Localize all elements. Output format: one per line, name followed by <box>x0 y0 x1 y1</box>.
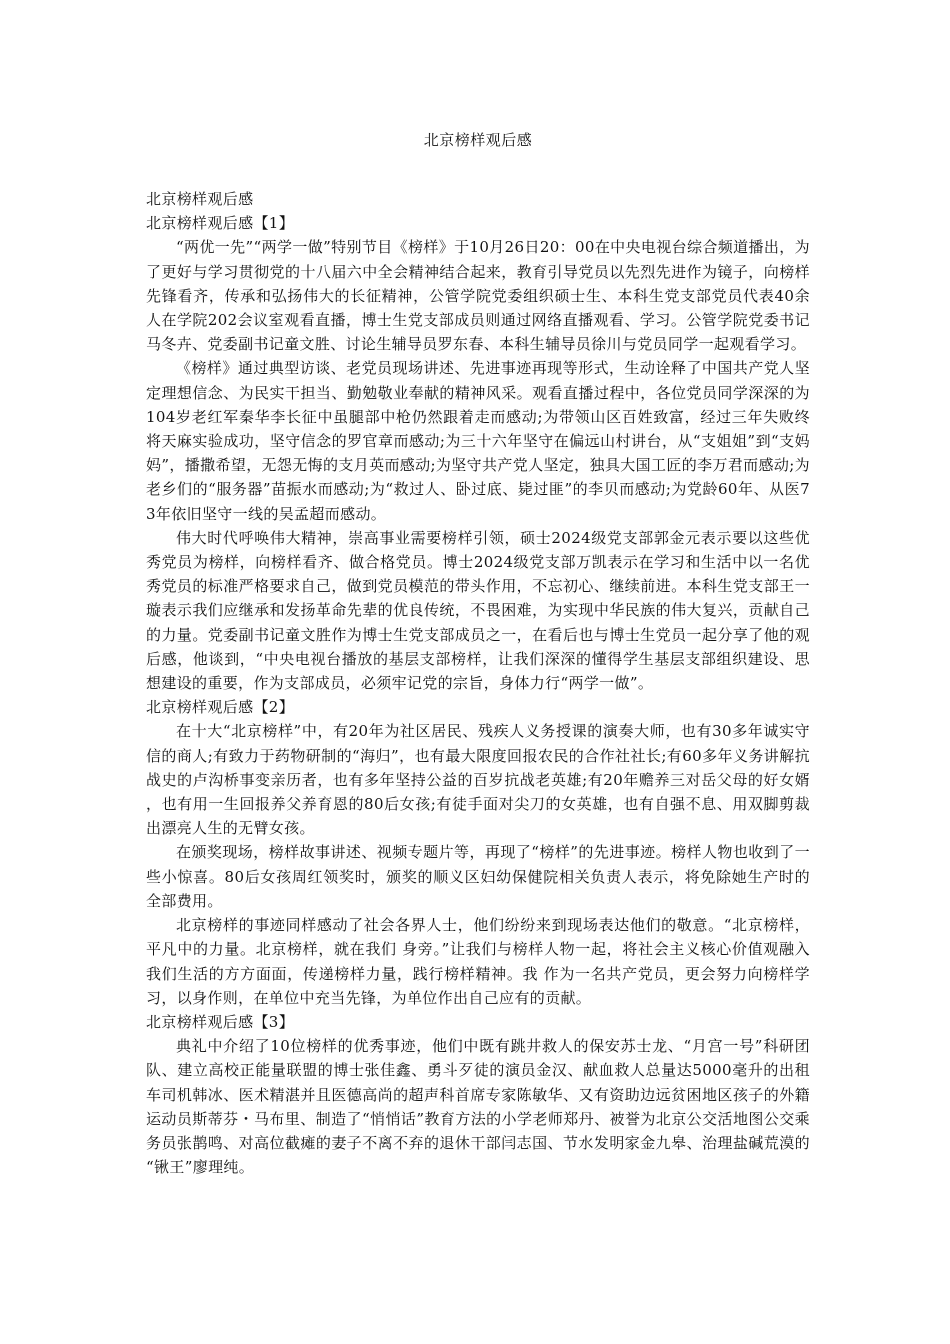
section-heading: 北京榜样观后感 <box>146 190 254 208</box>
paragraph: 在十大“北京榜样”中，有20年为社区居民、残疾人义务授课的演奏大师，也有30多年诚实守信的商人;有致力于药物研制的“海归”，也有最大限度回报农民的合作社社长;有60多年义务讲解抗战史的卢沟桥事变亲历者，也有多年坚持公益的百岁抗战老英雄;有20年赡养三对岳父母的好女婿，也有用一生回报养父养育恩的80后女孩;有徒手面对尖刀的女英雄，也有自强不息、用双脚剪裁出漂亮人生的无臂女孩。 <box>146 722 810 838</box>
section-heading-3: 北京榜样观后感【3】 <box>146 1012 295 1031</box>
section-heading-1: 北京榜样观后感【1】 <box>146 214 295 233</box>
document-title: 北京榜样观后感 <box>423 131 533 149</box>
paragraph: 《榜样》通过典型访谈、老党员现场讲述、先进事迹再现等形式，生动诠释了中国共产党人坚定理想信念、为民实干担当、勤勉敬业奉献的精神风采。观看直播过程中，各位党员同学深深的为104岁老红军秦华李长征中虽腿部中枪仍然跟着走而感动;为带领山区百姓致富，经过三年失败终将天麻实验成功，坚守信念的罗官章而感动;为三十六年坚守在偏远山村讲台，从“支姐姐”到“支妈妈”，播撒希望，无怨无悔的支月英而感动;为坚守共产党人坚定，独具大国工匠的李万君而感动;为老乡们的“服务器”苗振水而感动;为“救过人、卧过底、毙过匪”的李贝而感动;为党龄60年、从医73年依旧坚守一线的吴孟超而感动。 <box>146 359 810 523</box>
paragraph: “两优一先”“两学一做”特别节目《榜样》于10月26日20：00在中央电视台综合频道播出，为了更好与学习贯彻党的十八届六中全会精神结合起来，教育引导党员以先烈先进作为镜子，向榜样先锋看齐，传承和弘扬伟大的长征精神，公管学院党委组织硕士生、本科生党支部党员代表40余人在学院202会议室观看直播，博士生党支部成员则通过网络直播观看、学习。公管学院党委书记马冬卉、党委副书记童文胜、讨论生辅导员罗东春、本科生辅导员徐川与党员同学一起观看学习。 <box>146 238 810 354</box>
paragraph: 在颁奖现场，榜样故事讲述、视频专题片等，再现了“榜样”的先进事迹。榜样人物也收到了一些小惊喜。80后女孩周红领奖时，颁奖的顺义区妇幼保健院相关负责人表示，将免除她生产时的全部费用。 <box>146 843 810 910</box>
document-page <box>146 0 810 1179</box>
paragraph: 北京榜样的事迹同样感动了社会各界人士，他们纷纷来到现场表达他们的敬意。“北京榜样，平凡中的力量。北京榜样，就在我们 身旁。”让我们与榜样人物一起，将社会主义核心价值观融入我们生活的方方面面，传递榜样力量，践行榜样精神。我 作为一名共产党员，更会努力向榜样学习，以身作则，在单位中充当先锋，为单位作出自己应有的贡献。 <box>146 916 810 1007</box>
section-heading-2: 北京榜样观后感【2】 <box>146 698 295 717</box>
paragraph: 典礼中介绍了10位榜样的优秀事迹，他们中既有跳井救人的保安苏士龙、“月宫一号”科研团队、建立高校正能量联盟的博士张佳鑫、勇斗歹徒的演员金汉、献血救人总量达5000毫升的出租车司机韩冰、医术精湛并且医德高尚的超声科首席专家陈敏华、又有资助边远贫困地区孩子的外籍运动员斯蒂芬・马布里、制造了“悄悄话”教育方法的小学老师郑丹、被誉为北京公交活地图公交乘务员张鹊鸣、对高位截瘫的妻子不离不弃的退休干部闫志国、节水发明家金九皋、治理盐碱荒漠的“锹王”廖理纯。 <box>146 1037 810 1177</box>
document-body <box>146 187 810 1179</box>
paragraph: 伟大时代呼唤伟大精神，崇高事业需要榜样引领，硕士2024级党支部郭金元表示要以这些优秀党员为榜样，向榜样看齐、做合格党员。博士2024级党支部万凯表示在学习和生活中以一名优秀党员的标准严格要求自己，做到党员模范的带头作用，不忘初心、继续前进。本科生党支部王一璇表示我们应继承和发扬革命先辈的优良传统，不畏困难，为实现中华民族的伟大复兴，贡献自己的力量。党委副书记童文胜作为博士生党支部成员之一，在看后也与博士生党员一起分享了他的观后感，他谈到，“中央电视台播放的基层支部榜样，让我们深深的懂得学生基层支部组织建设、思想建设的重要，作为支部成员，必须牢记党的宗旨，身体力行“两学一做”。 <box>146 528 810 693</box>
